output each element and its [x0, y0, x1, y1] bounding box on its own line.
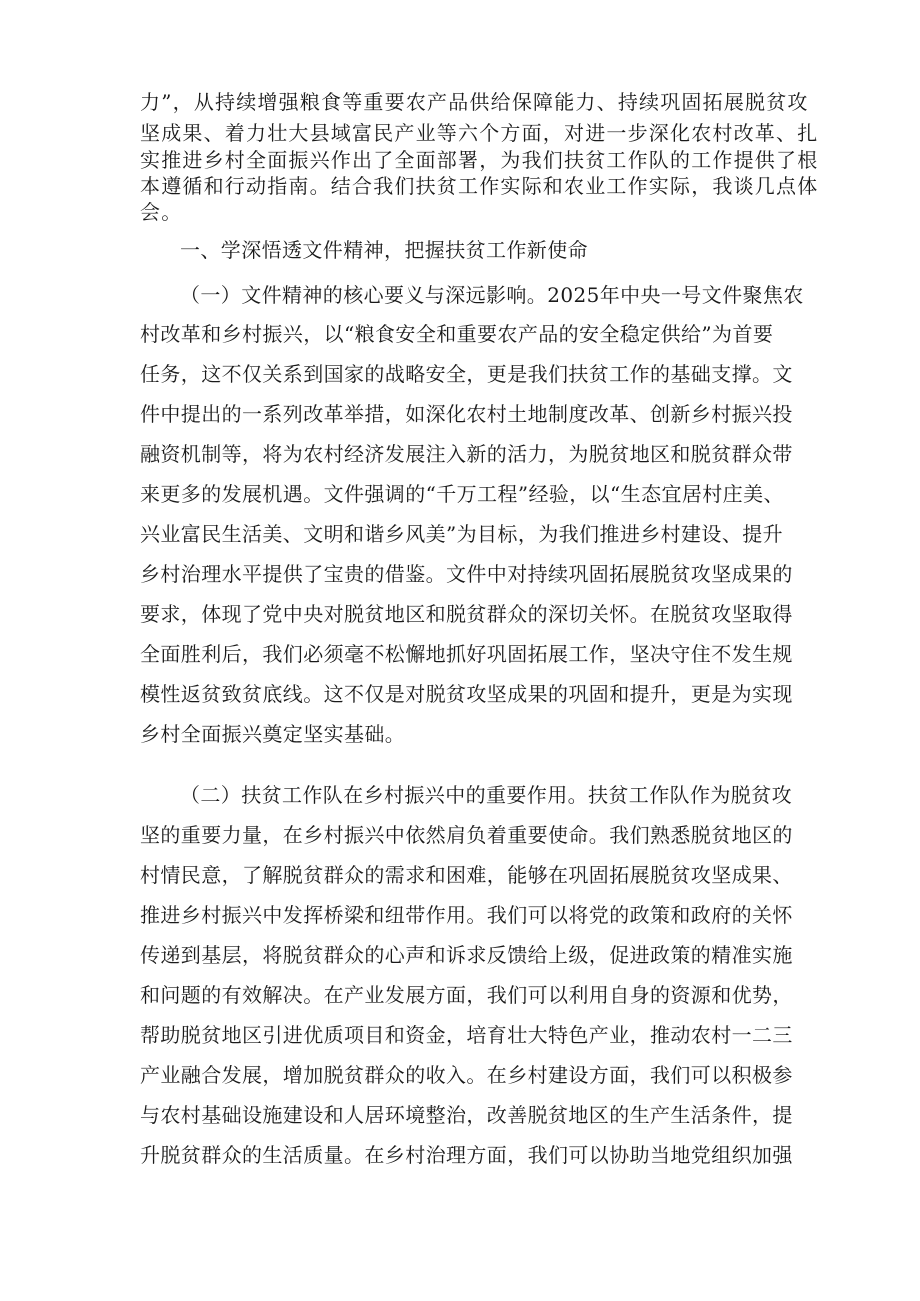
text-line: 全面胜利后，我们必须毫不松懈地抓好巩固拓展工作，坚决守住不发生规 [140, 642, 793, 666]
section-heading: 一、学深悟透文件精神，把握扶贫工作新使命 [180, 238, 588, 262]
text-line: 和问题的有效解决。在产业发展方面，我们可以利用自身的资源和优势， [140, 983, 793, 1007]
text-line: 坚成果、着力壮大县域富民产业等六个方面，对进一步深化农村改革、扎 [140, 121, 819, 145]
text-line: 本遵循和行动指南。结合我们扶贫工作实际和农业工作实际，我谈几点体 [140, 174, 819, 198]
text-line: 融资机制等，将为农村经济发展注入新的活力，为脱贫地区和脱贫群众带 [140, 442, 793, 466]
text-line: 与农村基础设施建设和人居环境整治，改善脱贫地区的生产生活条件，提 [140, 1103, 793, 1127]
text-line: 坚的重要力量，在乡村振兴中依然肩负着重要使命。我们熟悉脱贫地区的 [140, 823, 793, 847]
text-line: 村改革和乡村振兴，以“粮食安全和重要农产品的安全稳定供给”为首要 [140, 322, 774, 346]
text-line: 乡村全面振兴奠定坚实基础。 [140, 722, 406, 746]
text-line: 力”，从持续增强粮食等重要农产品供给保障能力、持续巩固拓展脱贫攻 [140, 90, 809, 114]
text-line: （二）扶贫工作队在乡村振兴中的重要作用。扶贫工作队作为脱贫攻 [180, 783, 792, 807]
text-line: 村情民意，了解脱贫群众的需求和困难，能够在巩固拓展脱贫攻坚成果、 [140, 863, 793, 887]
text-line: 乡村治理水平提供了宝贵的借鉴。文件中对持续巩固拓展脱贫攻坚成果的 [140, 562, 793, 586]
text-line: 兴业富民生活美、文明和谐乡风美”为目标，为我们推进乡村建设、提升 [140, 522, 784, 546]
text-line: 升脱贫群众的生活质量。在乡村治理方面，我们可以协助当地党组织加强 [140, 1143, 793, 1167]
text-line: （一）文件精神的核心要义与深远影响。2025年中央一号文件聚焦农 [180, 283, 804, 307]
text-line: 产业融合发展，增加脱贫群众的收入。在乡村建设方面，我们可以积极参 [140, 1063, 793, 1087]
text-line: 来更多的发展机遇。文件强调的“千万工程”经验，以“生态宜居村庄美、 [140, 482, 784, 506]
text-line: 传递到基层，将脱贫群众的心声和诉求反馈给上级，促进政策的精准实施 [140, 943, 793, 967]
text-line: 件中提出的一系列改革举措，如深化农村土地制度改革、创新乡村振兴投 [140, 402, 793, 426]
text-line: 任务，这不仅关系到国家的战略安全，更是我们扶贫工作的基础支撑。文 [140, 362, 793, 386]
text-line: 会。 [140, 200, 183, 224]
text-line: 实推进乡村全面振兴作出了全面部署，为我们扶贫工作队的工作提供了根 [140, 148, 819, 172]
text-line: 要求，体现了党中央对脱贫地区和脱贫群众的深切关怀。在脱贫攻坚取得 [140, 602, 793, 626]
text-line: 帮助脱贫地区引进优质项目和资金，培育壮大特色产业，推动农村一二三 [140, 1023, 793, 1047]
text-line: 模性返贫致贫底线。这不仅是对脱贫攻坚成果的巩固和提升，更是为实现 [140, 682, 793, 706]
text-line: 推进乡村振兴中发挥桥梁和纽带作用。我们可以将党的政策和政府的关怀 [140, 903, 793, 927]
